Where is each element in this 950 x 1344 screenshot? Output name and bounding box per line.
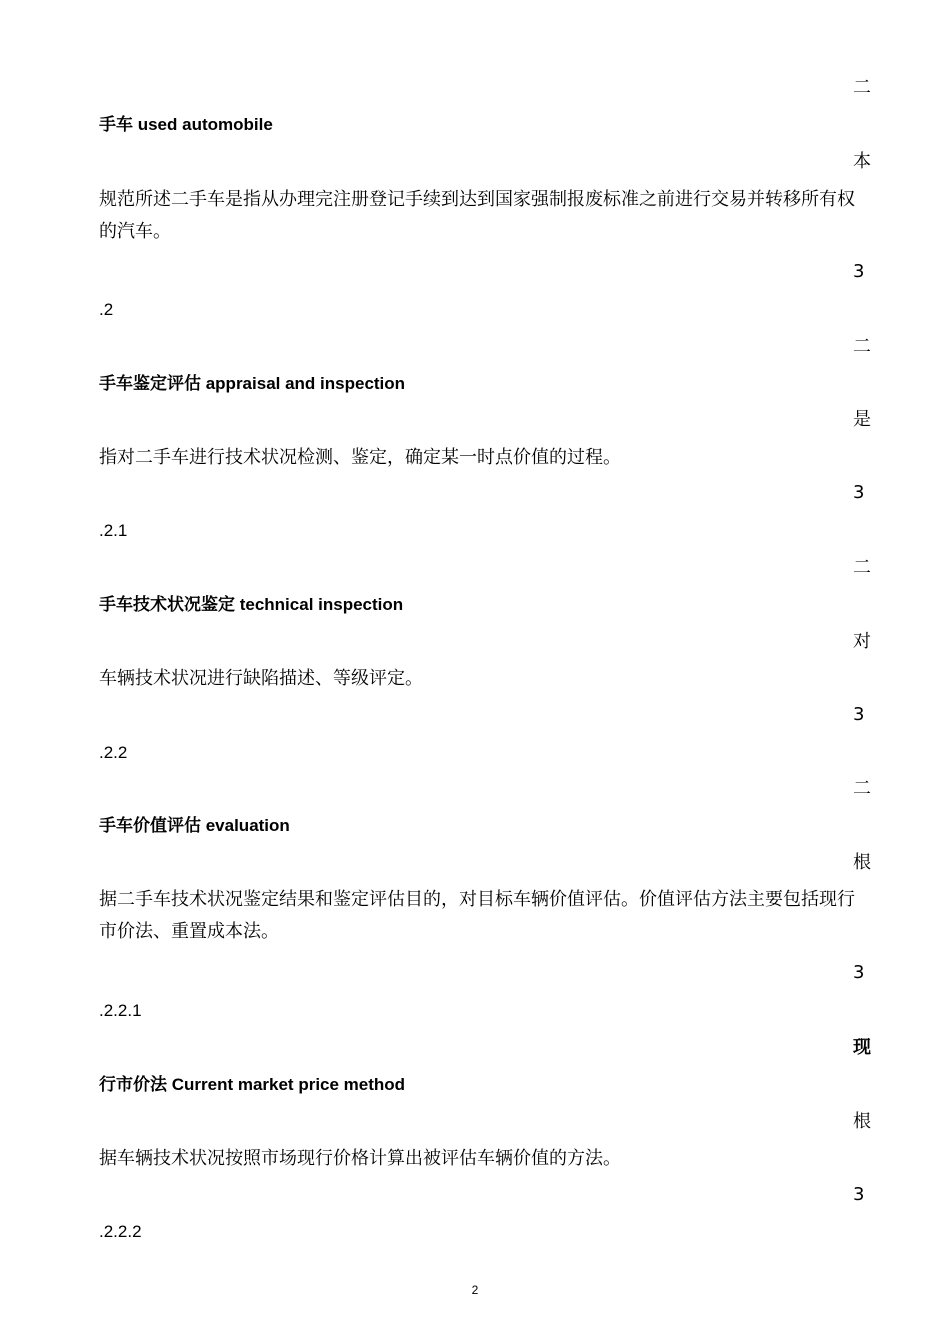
margin-char: 根: [853, 852, 871, 873]
term-heading: 行市价法 Current market price method: [99, 1075, 406, 1094]
margin-char: 3: [853, 1184, 865, 1205]
margin-char: 3: [853, 962, 865, 983]
term-heading: 手车鉴定评估 appraisal and inspection: [99, 374, 406, 393]
margin-char: 根: [853, 1111, 871, 1132]
term-heading: 手车价值评估 evaluation: [99, 816, 290, 835]
section-number: .2.1: [99, 521, 128, 540]
margin-char: 是: [853, 409, 871, 430]
term-definition: 据二手车技术状况鉴定结果和鉴定评估目的，对目标车辆价值评估。价值评估方法主要包括现行市价法、重置成本法。: [99, 889, 855, 942]
term-definition: 车辆技术状况进行缺陷描述、等级评定。: [99, 668, 423, 689]
term-definition: 指对二手车进行技术状况检测、鉴定，确定某一时点价值的过程。: [99, 447, 621, 468]
margin-char: 二: [853, 557, 871, 578]
margin-char: 3: [853, 704, 865, 725]
term-definition: 据车辆技术状况按照市场现行价格计算出被评估车辆价值的方法。: [99, 1148, 621, 1169]
margin-char: 二: [853, 77, 871, 98]
margin-char: 二: [853, 778, 871, 799]
term-definition: 规范所述二手车是指从办理完注册登记手续到达到国家强制报废标准之前进行交易并转移所有权的汽车。: [99, 189, 855, 242]
margin-char: 对: [853, 631, 871, 652]
margin-char: 3: [853, 482, 865, 503]
section-number: .2.2: [99, 743, 128, 762]
term-heading: 手车技术状况鉴定 technical inspection: [99, 595, 404, 614]
term-heading: 手车 used automobile: [99, 115, 273, 134]
page-number: 2: [471, 1283, 479, 1297]
section-number: .2: [99, 300, 114, 319]
section-number: .2.2.1: [99, 1001, 142, 1020]
margin-char: 二: [853, 336, 871, 357]
margin-char: 本: [853, 151, 871, 172]
margin-char: 现: [853, 1037, 871, 1058]
section-number: .2.2.2: [99, 1222, 142, 1241]
margin-char: 3: [853, 261, 865, 282]
